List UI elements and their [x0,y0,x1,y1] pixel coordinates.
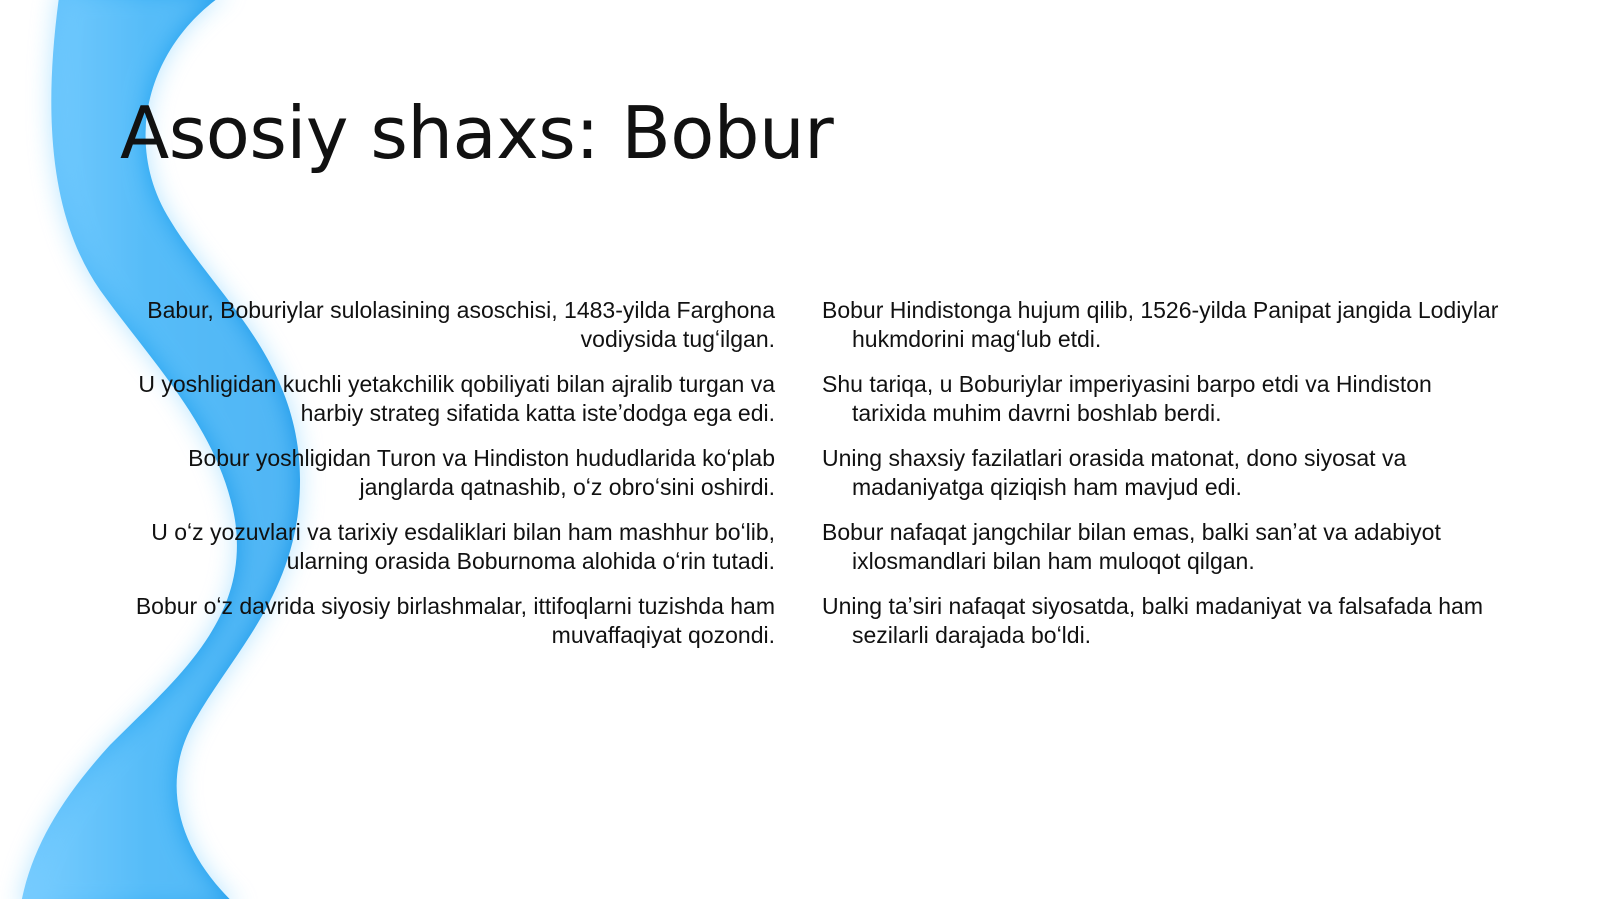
right-paragraph-3: Uning shaxsiy fazilatlari orasida matonat, dono siyosat va madaniyatga qiziqish ham mavjud edi. [822,445,1407,500]
left-column [120,296,775,666]
right-paragraph-2: Shu tariqa, u Boburiylar imperiyasini barpo etdi va Hindiston tarixida muhim davrni boshlab berdi. [822,371,1432,426]
right-column [822,296,1502,666]
right-paragraph-4: Bobur nafaqat jangchilar bilan emas, balki sanʼat va adabiyot ixlosmandlari bilan ham muloqot qilgan. [822,519,1441,574]
left-paragraph-5: Bobur oʻz davrida siyosiy birlashmalar, ittifoqlarni tuzishda ham muvaffaqiyat qozondi. [135,593,775,648]
left-paragraph-4: U oʻz yozuvlari va tarixiy esdaliklari bilan ham mashhur boʻlib, ularning orasida Boburnoma alohida oʻrin tutadi. [151,519,775,574]
right-paragraph-5: Uning taʼsiri nafaqat siyosatda, balki madaniyat va falsafada ham sezilarli darajada boʻldi. [822,593,1483,648]
left-paragraph-2: U yoshligidan kuchli yetakchilik qobiliyati bilan ajralib turgan va harbiy strateg sifatida katta isteʼdodga ega edi. [138,371,775,426]
left-paragraph-1: Babur, Boburiylar sulolasining asoschisi, 1483-yilda Farghona vodiysida tugʻilgan. [147,297,775,352]
right-paragraph-1: Bobur Hindistonga hujum qilib, 1526-yilda Panipat jangida Lodiylar hukmdorini magʻlub etdi. [822,297,1499,352]
slide-title: Asosiy shaxs: Bobur [120,91,834,175]
left-paragraph-3: Bobur yoshligidan Turon va Hindiston hududlarida koʻplab janglarda qatnashib, oʻz obroʻsini oshirdi. [188,445,775,500]
